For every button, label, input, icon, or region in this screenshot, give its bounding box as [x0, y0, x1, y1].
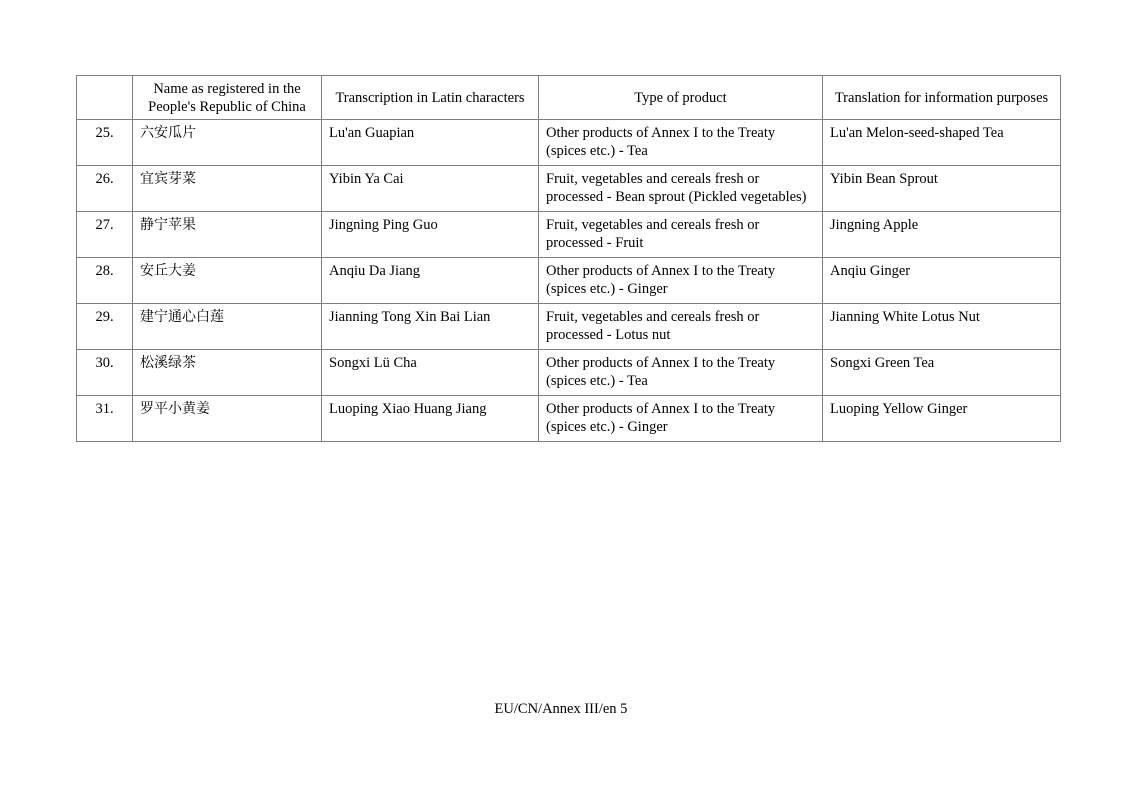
row-product-type: Fruit, vegetables and cereals fresh or processed - Fruit	[539, 212, 823, 258]
row-product-type: Other products of Annex I to the Treaty (spices etc.) - Ginger	[539, 258, 823, 304]
table-row	[77, 396, 1061, 442]
row-latin-transcription: Jingning Ping Guo	[322, 212, 539, 258]
table-body	[77, 120, 1061, 442]
row-latin-transcription: Songxi Lü Cha	[322, 350, 539, 396]
page-footer-reference: EU/CN/Annex III/en 5	[494, 701, 628, 717]
table-row	[77, 212, 1061, 258]
table-row	[77, 166, 1061, 212]
header-name: Name as registered in the People's Republic of China	[133, 76, 322, 120]
row-chinese-name: 静宁苹果	[133, 212, 322, 258]
row-product-type: Other products of Annex I to the Treaty (spices etc.) - Tea	[539, 120, 823, 166]
row-number: 30.	[77, 350, 133, 396]
table-row	[77, 120, 1061, 166]
row-latin-transcription: Lu'an Guapian	[322, 120, 539, 166]
row-translation: Songxi Green Tea	[823, 350, 1061, 396]
row-chinese-name: 宜宾芽菜	[133, 166, 322, 212]
row-number: 25.	[77, 120, 133, 166]
table-row	[77, 304, 1061, 350]
row-product-type: Fruit, vegetables and cereals fresh or processed - Bean sprout (Pickled vegetables)	[539, 166, 823, 212]
row-number: 26.	[77, 166, 133, 212]
row-product-type: Other products of Annex I to the Treaty (spices etc.) - Ginger	[539, 396, 823, 442]
table-header-row	[77, 76, 1061, 120]
row-translation: Yibin Bean Sprout	[823, 166, 1061, 212]
row-translation: Lu'an Melon-seed-shaped Tea	[823, 120, 1061, 166]
row-translation: Luoping Yellow Ginger	[823, 396, 1061, 442]
row-latin-transcription: Jianning Tong Xin Bai Lian	[322, 304, 539, 350]
header-latin: Transcription in Latin characters	[322, 76, 539, 120]
row-number: 29.	[77, 304, 133, 350]
table-row	[77, 258, 1061, 304]
table-row	[77, 350, 1061, 396]
row-chinese-name: 罗平小黄姜	[133, 396, 322, 442]
row-product-type: Fruit, vegetables and cereals fresh or processed - Lotus nut	[539, 304, 823, 350]
row-number: 28.	[77, 258, 133, 304]
row-latin-transcription: Luoping Xiao Huang Jiang	[322, 396, 539, 442]
row-product-type: Other products of Annex I to the Treaty (spices etc.) - Tea	[539, 350, 823, 396]
row-latin-transcription: Yibin Ya Cai	[322, 166, 539, 212]
row-chinese-name: 安丘大姜	[133, 258, 322, 304]
header-translation: Translation for information purposes	[823, 76, 1061, 120]
row-number: 27.	[77, 212, 133, 258]
row-latin-transcription: Anqiu Da Jiang	[322, 258, 539, 304]
row-translation: Jingning Apple	[823, 212, 1061, 258]
row-chinese-name: 松溪绿茶	[133, 350, 322, 396]
header-type: Type of product	[539, 76, 823, 120]
row-chinese-name: 六安瓜片	[133, 120, 322, 166]
row-chinese-name: 建宁通心白莲	[133, 304, 322, 350]
row-number: 31.	[77, 396, 133, 442]
geographical-indications-table	[76, 75, 1061, 442]
header-number	[77, 76, 133, 120]
row-translation: Anqiu Ginger	[823, 258, 1061, 304]
table-header	[77, 76, 1061, 120]
row-translation: Jianning White Lotus Nut	[823, 304, 1061, 350]
